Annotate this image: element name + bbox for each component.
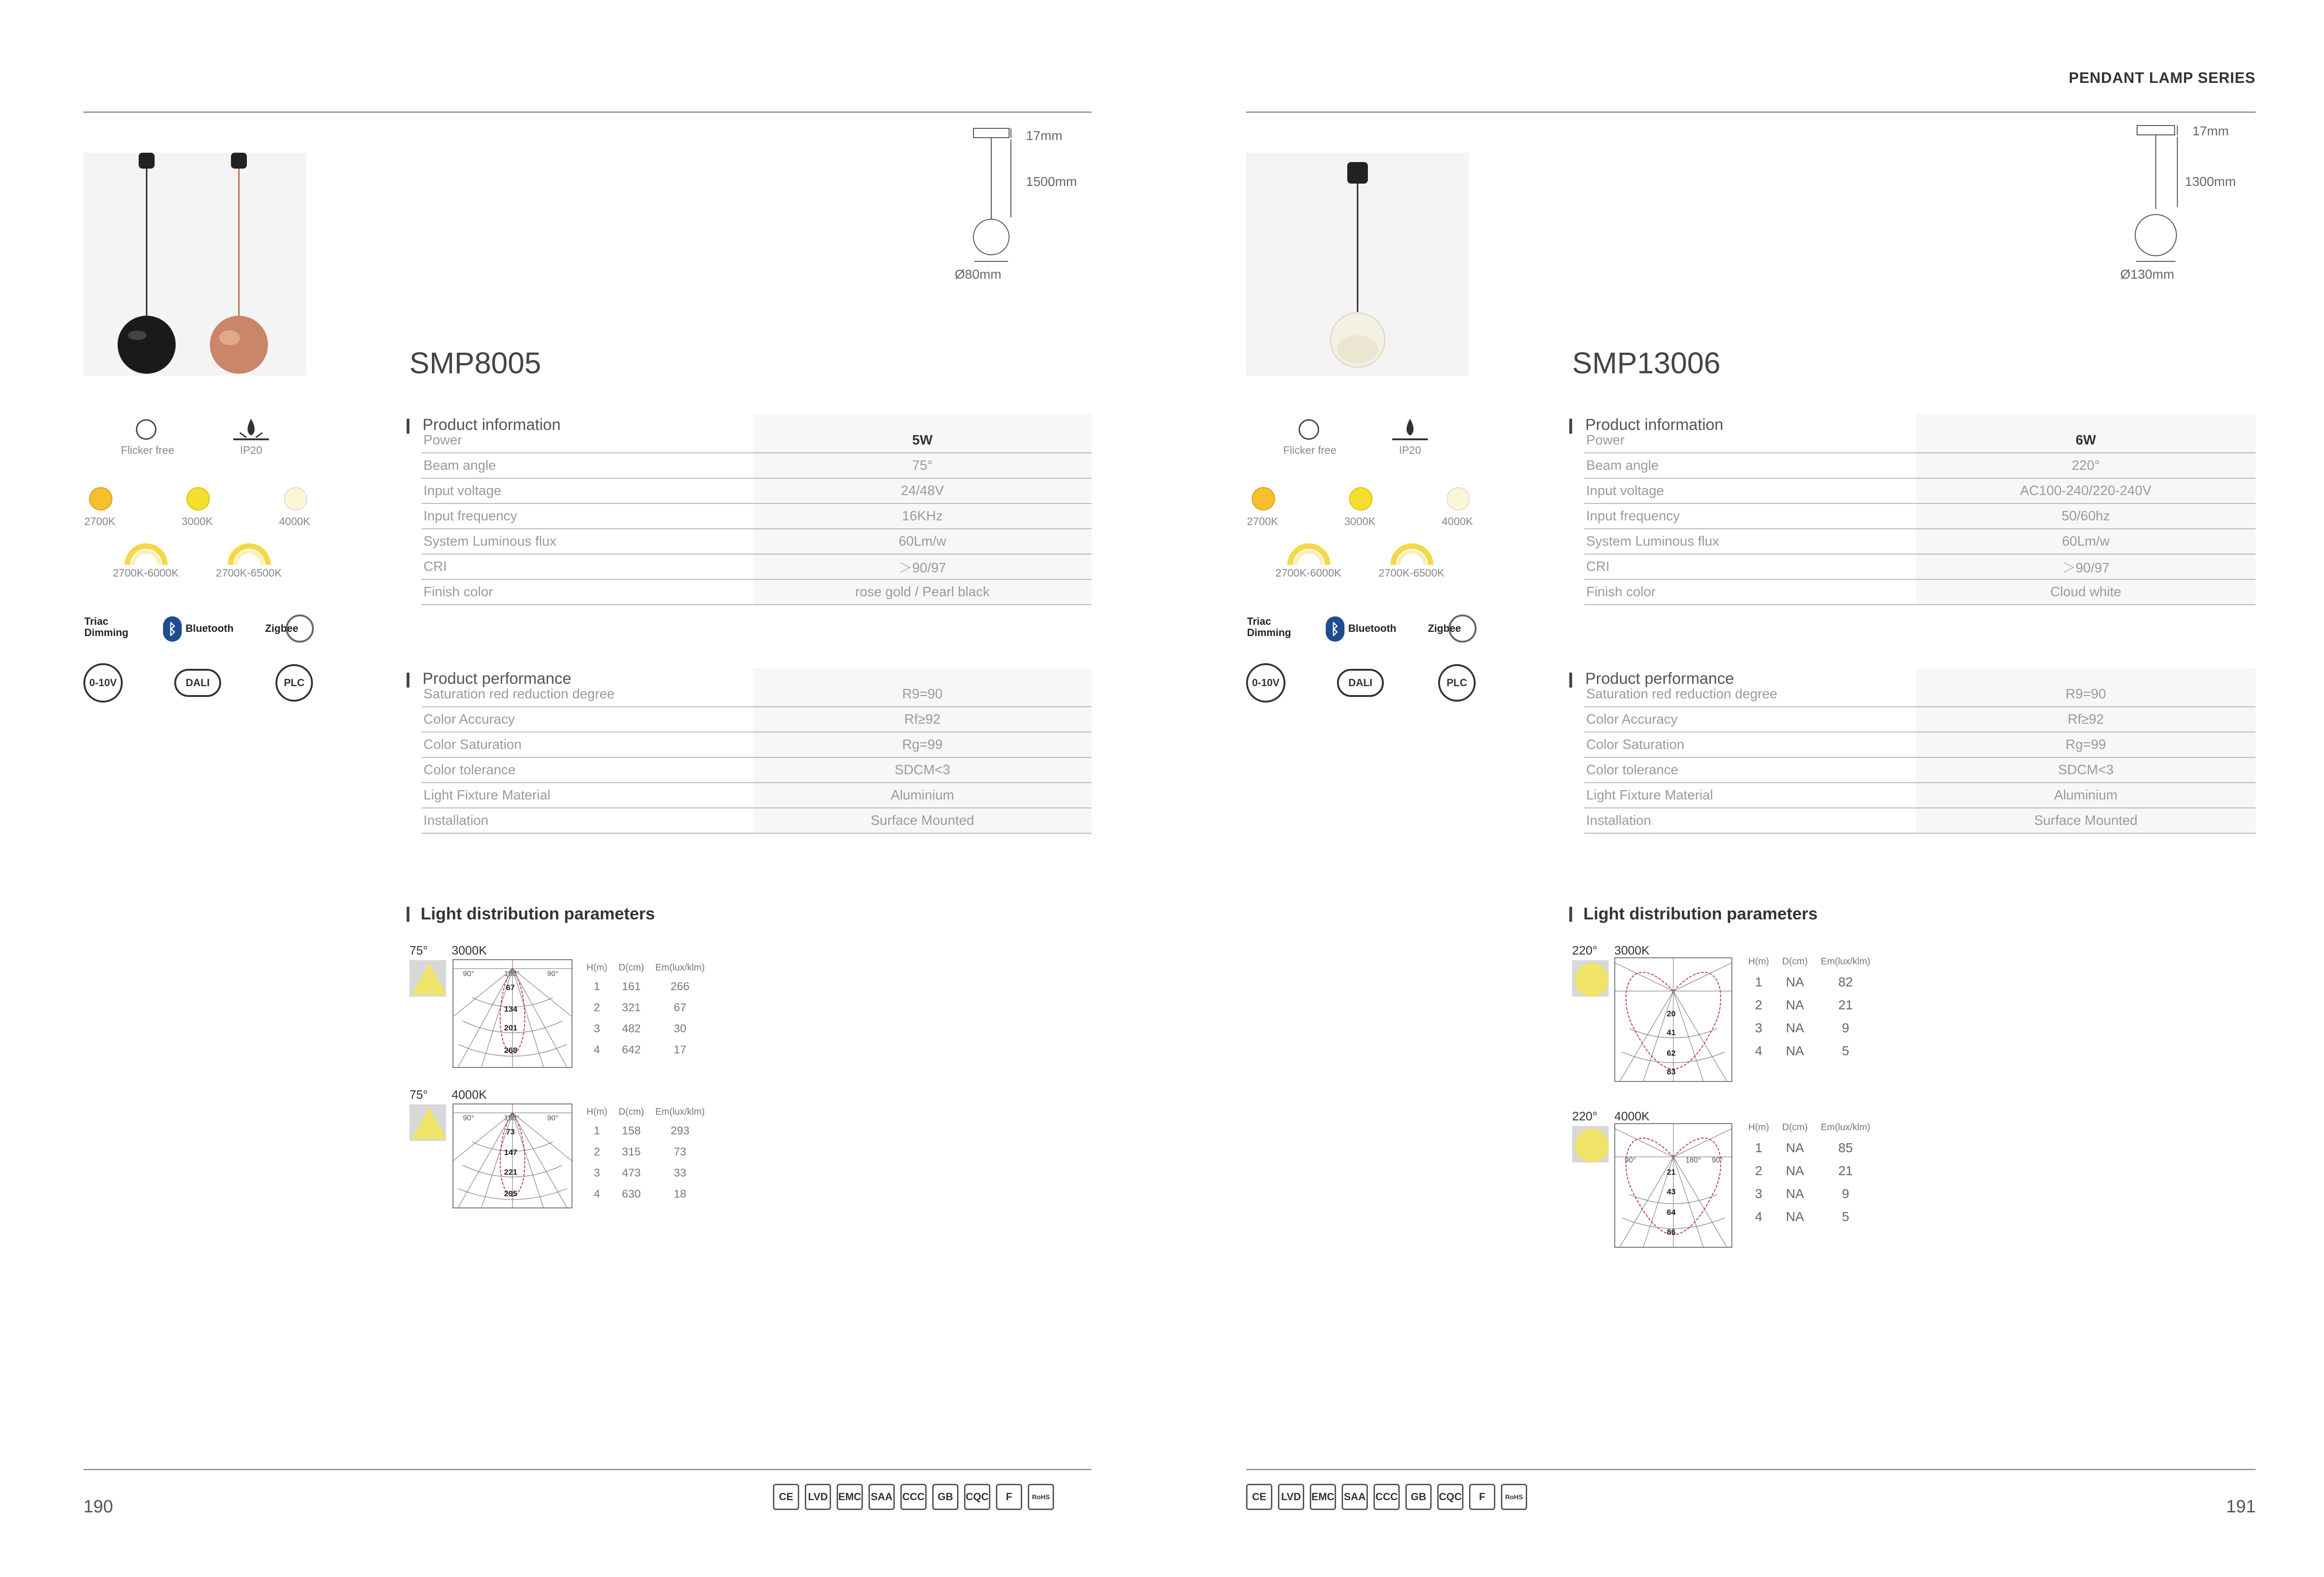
emc-mark-icon: EMC xyxy=(1310,1484,1336,1510)
svg-text:41: 41 xyxy=(1667,1028,1676,1037)
product-info-table-left xyxy=(422,414,1091,605)
product-perf-heading-left: Product performance xyxy=(407,670,572,688)
cct-4000-swatch xyxy=(1447,487,1470,511)
info-row: System Luminous flux 60Lm/w xyxy=(422,529,1091,554)
ip20-label: IP20 xyxy=(1399,444,1421,456)
svg-text:90°: 90° xyxy=(1625,1156,1636,1164)
product-perf-heading-right: Product performance xyxy=(1569,670,1734,688)
ip20-icon xyxy=(230,417,272,443)
bluetooth-icon: ᛒ xyxy=(163,616,182,642)
info-row: Input voltage 24/48V xyxy=(422,478,1091,503)
ld-row: 4 630 18 xyxy=(594,1187,686,1200)
svg-text:90°: 90° xyxy=(547,970,559,978)
rohs-mark-icon: RoHS xyxy=(1501,1484,1527,1510)
dimension-drawing-right xyxy=(2127,123,2183,287)
dali-icon: DALI xyxy=(1337,669,1384,697)
svg-text:21: 21 xyxy=(1667,1168,1676,1177)
page-number-right: 191 xyxy=(2226,1497,2256,1517)
polar-curve-diagram xyxy=(453,959,572,1068)
svg-text:180°: 180° xyxy=(504,1114,520,1122)
info-row: Beam angle 75° xyxy=(422,453,1091,478)
bottom-rule-left xyxy=(83,1469,1091,1470)
cct-label: 3000K xyxy=(1614,943,1650,957)
ld-row: 1 NA 82 xyxy=(1755,974,1853,989)
cct-2700-label: 2700K xyxy=(84,515,116,527)
ld-row: 3 482 30 xyxy=(594,1022,686,1035)
plc-icon: PLC xyxy=(1438,664,1476,702)
polar-curve-diagram xyxy=(453,1103,572,1208)
tunable-6000-label: 2700K-6000K xyxy=(112,567,179,579)
info-row: Input voltage AC100-240/220-240V xyxy=(1584,478,2256,503)
bluetooth-label: Bluetooth xyxy=(1348,622,1396,634)
info-row: Power 5W xyxy=(422,428,1091,453)
ld-row: 2 NA 21 xyxy=(1755,1163,1853,1178)
flicker-free-icon xyxy=(1299,419,1319,440)
info-row: Beam angle 220° xyxy=(1584,453,2256,478)
cct-4000-label: 4000K xyxy=(279,515,311,527)
ld-row: 2 315 73 xyxy=(594,1145,686,1158)
ld-row: 4 642 17 xyxy=(594,1043,686,1056)
light-distribution-heading-left: Light distribution parameters xyxy=(407,904,655,924)
dim-0-10v-icon: 0-10V xyxy=(1246,663,1285,703)
triac-dimming-label: Triac Dimming xyxy=(84,615,129,638)
cert-strip-right xyxy=(1246,1484,1527,1510)
perf-row: Color tolerance SDCM<3 xyxy=(422,757,1091,783)
dim-cable-left: 1500mm xyxy=(1026,174,1077,189)
product-photo-left xyxy=(83,153,306,376)
ld-row: 2 321 67 xyxy=(594,1001,686,1014)
dim-0-10v-icon: 0-10V xyxy=(83,663,123,703)
perf-row: Color tolerance SDCM<3 xyxy=(1584,757,2256,783)
flicker-free-label: Flicker free xyxy=(121,444,174,456)
cert-strip-left xyxy=(773,1484,1054,1510)
ld-row: 1 NA 85 xyxy=(1755,1140,1853,1155)
saa-mark-icon: SAA xyxy=(869,1484,895,1510)
svg-text:90°: 90° xyxy=(1712,1156,1723,1164)
perf-row: Light Fixture Material Aluminium xyxy=(422,783,1091,808)
cct-label: 3000K xyxy=(452,943,487,957)
cct-2700-label: 2700K xyxy=(1247,515,1278,527)
dim-top-left: 17mm xyxy=(1026,128,1062,143)
svg-text:268: 268 xyxy=(504,1046,518,1055)
info-row: CRI ＞90/97 xyxy=(1584,554,2256,579)
dim-dia-right: Ø130mm xyxy=(2120,267,2175,281)
ld-row: 4 NA 5 xyxy=(1755,1209,1849,1224)
flicker-free-label: Flicker free xyxy=(1283,444,1336,456)
ce-mark-icon: CE xyxy=(773,1484,799,1510)
cct-4000-label: 4000K xyxy=(1441,515,1473,527)
perf-row: Installation Surface Mounted xyxy=(1584,808,2256,833)
svg-text:83: 83 xyxy=(1667,1067,1676,1076)
pendant-lamp-illustration xyxy=(1246,153,1469,376)
zigbee-label: Zigbee xyxy=(1428,622,1461,634)
top-rule-left xyxy=(83,111,1091,113)
cct-label: 4000K xyxy=(452,1088,487,1102)
svg-text:221: 221 xyxy=(504,1168,518,1177)
ip20-icon xyxy=(1389,417,1431,443)
polar-curve-diagram xyxy=(1614,1123,1732,1248)
beam-shape-icon xyxy=(409,960,446,997)
model-name-left: SMP8005 xyxy=(409,346,542,380)
light-distribution-heading-right: Light distribution parameters xyxy=(1569,904,1818,924)
svg-text:90°: 90° xyxy=(463,1114,475,1122)
gb-mark-icon: GB xyxy=(1405,1484,1432,1510)
svg-text:86: 86 xyxy=(1667,1228,1676,1236)
svg-text:62: 62 xyxy=(1667,1049,1676,1058)
perf-row: Installation Surface Mounted xyxy=(422,808,1091,833)
svg-text:147: 147 xyxy=(504,1148,518,1157)
lvd-mark-icon: LVD xyxy=(1278,1484,1304,1510)
zigbee-icon xyxy=(286,615,314,643)
beam-shape-icon xyxy=(409,1104,446,1141)
cct-label: 4000K xyxy=(1614,1109,1650,1123)
svg-text:90°: 90° xyxy=(463,970,475,978)
svg-text:43: 43 xyxy=(1667,1187,1676,1196)
product-perf-table-right xyxy=(1584,668,2256,834)
tunable-6000-icon xyxy=(1285,539,1332,567)
product-perf-table-left xyxy=(422,668,1091,834)
perf-row: Light Fixture Material Aluminium xyxy=(1584,783,2256,808)
beam-angle-label: 75° xyxy=(409,1088,428,1102)
info-row: Input frequency 50/60hz xyxy=(1584,503,2256,529)
emc-mark-icon: EMC xyxy=(837,1484,863,1510)
tunable-6500-label: 2700K-6500K xyxy=(215,567,282,579)
bluetooth-label: Bluetooth xyxy=(186,622,234,634)
zigbee-icon xyxy=(1448,615,1477,643)
cct-3000-swatch xyxy=(1349,487,1373,511)
cqc-mark-icon: CQC xyxy=(964,1484,990,1510)
info-row: Finish color rose gold / Pearl black xyxy=(422,579,1091,605)
dim-dia-left: Ø80mm xyxy=(955,267,1002,281)
tunable-6500-label: 2700K-6500K xyxy=(1378,567,1445,579)
cct-3000-label: 3000K xyxy=(181,515,213,527)
svg-text:64: 64 xyxy=(1667,1208,1676,1217)
cct-3000-label: 3000K xyxy=(1344,515,1376,527)
dim-cable-right: 1300mm xyxy=(2185,174,2236,189)
cct-2700-swatch xyxy=(1252,487,1275,511)
bottom-rule-right xyxy=(1246,1469,2256,1470)
product-info-table-right xyxy=(1584,414,2256,605)
info-row: Input frequency 16KHz xyxy=(422,503,1091,529)
cct-3000-swatch xyxy=(186,487,210,511)
product-photo-right xyxy=(1246,153,1469,376)
perf-row: Color Saturation Rg=99 xyxy=(422,732,1091,757)
svg-text:180°: 180° xyxy=(504,970,520,978)
ld-row: 4 NA 5 xyxy=(1755,1043,1849,1058)
ld-row: 3 NA 9 xyxy=(1755,1020,1849,1035)
ld-table-right-2: H(m) D(cm) Em(lux/klm) 1 NA 85 2 NA 21 3 NA 9 4 NA 5 xyxy=(1742,1118,1877,1228)
ce-mark-icon: CE xyxy=(1246,1484,1272,1510)
model-name-right: SMP13006 xyxy=(1572,346,1721,380)
svg-text:295: 295 xyxy=(504,1189,518,1198)
product-info-heading-right: Product information xyxy=(1569,416,1723,434)
svg-text:134: 134 xyxy=(504,1005,518,1014)
saa-mark-icon: SAA xyxy=(1342,1484,1368,1510)
cct-4000-swatch xyxy=(284,487,307,511)
perf-row: Saturation red reduction degree R9=90 xyxy=(422,682,1091,707)
svg-text:90°: 90° xyxy=(547,1114,559,1122)
f-mark-icon: F xyxy=(1469,1484,1495,1510)
svg-text:201: 201 xyxy=(504,1023,518,1032)
lvd-mark-icon: LVD xyxy=(805,1484,831,1510)
series-title: PENDANT LAMP SERIES xyxy=(2069,69,2256,86)
perf-row: Color Accuracy Rf≥92 xyxy=(422,707,1091,732)
triac-dimming-label: Triac Dimming xyxy=(1247,615,1292,638)
plc-icon: PLC xyxy=(275,664,313,702)
product-info-heading-left: Product information xyxy=(407,416,561,434)
pendant-lamps-illustration xyxy=(83,153,306,376)
cct-2700-swatch xyxy=(89,487,112,511)
ld-row: 1 161 266 xyxy=(594,980,690,993)
ld-table-left-2: H(m) D(cm) Em(lux/klm) 1 158 293 2 315 73 3 473 33 4 630 18 xyxy=(581,1103,710,1205)
page-number-left: 190 xyxy=(83,1497,113,1517)
ld-table-left-1: H(m) D(cm) Em(lux/klm) 1 161 266 2 321 67 3 482 30 4 642 17 xyxy=(581,959,710,1060)
dim-top-right: 17mm xyxy=(2192,124,2229,138)
beam-angle-label: 75° xyxy=(409,943,428,957)
bluetooth-icon: ᛒ xyxy=(1326,616,1344,642)
tunable-6000-icon xyxy=(123,539,170,567)
ld-row: 1 158 293 xyxy=(594,1124,690,1137)
beam-angle-label: 220° xyxy=(1572,943,1597,957)
ld-row: 2 NA 21 xyxy=(1755,997,1853,1012)
perf-row: Color Accuracy Rf≥92 xyxy=(1584,707,2256,732)
info-row: Finish color Cloud white xyxy=(1584,579,2256,605)
tunable-6500-icon xyxy=(226,539,273,567)
beam-shape-icon xyxy=(1572,1126,1609,1162)
flicker-free-icon xyxy=(136,419,156,440)
ccc-mark-icon: CCC xyxy=(900,1484,927,1510)
f-mark-icon: F xyxy=(996,1484,1022,1510)
tunable-6000-label: 2700K-6000K xyxy=(1275,567,1342,579)
dimension-drawing-left xyxy=(970,126,1017,285)
beam-angle-label: 220° xyxy=(1572,1109,1597,1123)
info-row: System Luminous flux 60Lm/w xyxy=(1584,529,2256,554)
ld-table-right-1: H(m) D(cm) Em(lux/klm) 1 NA 82 2 NA 21 3 NA 9 4 NA 5 xyxy=(1742,953,1877,1062)
svg-text:20: 20 xyxy=(1667,1009,1676,1018)
svg-text:73: 73 xyxy=(506,1127,515,1136)
info-row: Power 6W xyxy=(1584,428,2256,453)
rohs-mark-icon: RoHS xyxy=(1028,1484,1054,1510)
dali-icon: DALI xyxy=(174,669,221,697)
zigbee-label: Zigbee xyxy=(265,622,298,634)
beam-shape-icon xyxy=(1572,960,1609,997)
cqc-mark-icon: CQC xyxy=(1437,1484,1463,1510)
svg-text:180°: 180° xyxy=(1685,1156,1701,1164)
ip20-label: IP20 xyxy=(240,444,262,456)
perf-row: Color Saturation Rg=99 xyxy=(1584,732,2256,757)
ld-row: 3 NA 9 xyxy=(1755,1186,1849,1201)
perf-row: Saturation red reduction degree R9=90 xyxy=(1584,682,2256,707)
top-rule-right xyxy=(1246,111,2256,113)
ld-row: 3 473 33 xyxy=(594,1166,686,1179)
info-row: CRI ＞90/97 xyxy=(422,554,1091,579)
gb-mark-icon: GB xyxy=(932,1484,958,1510)
tunable-6500-icon xyxy=(1388,539,1435,567)
svg-text:67: 67 xyxy=(506,983,515,992)
polar-curve-diagram xyxy=(1614,957,1732,1082)
ccc-mark-icon: CCC xyxy=(1374,1484,1400,1510)
